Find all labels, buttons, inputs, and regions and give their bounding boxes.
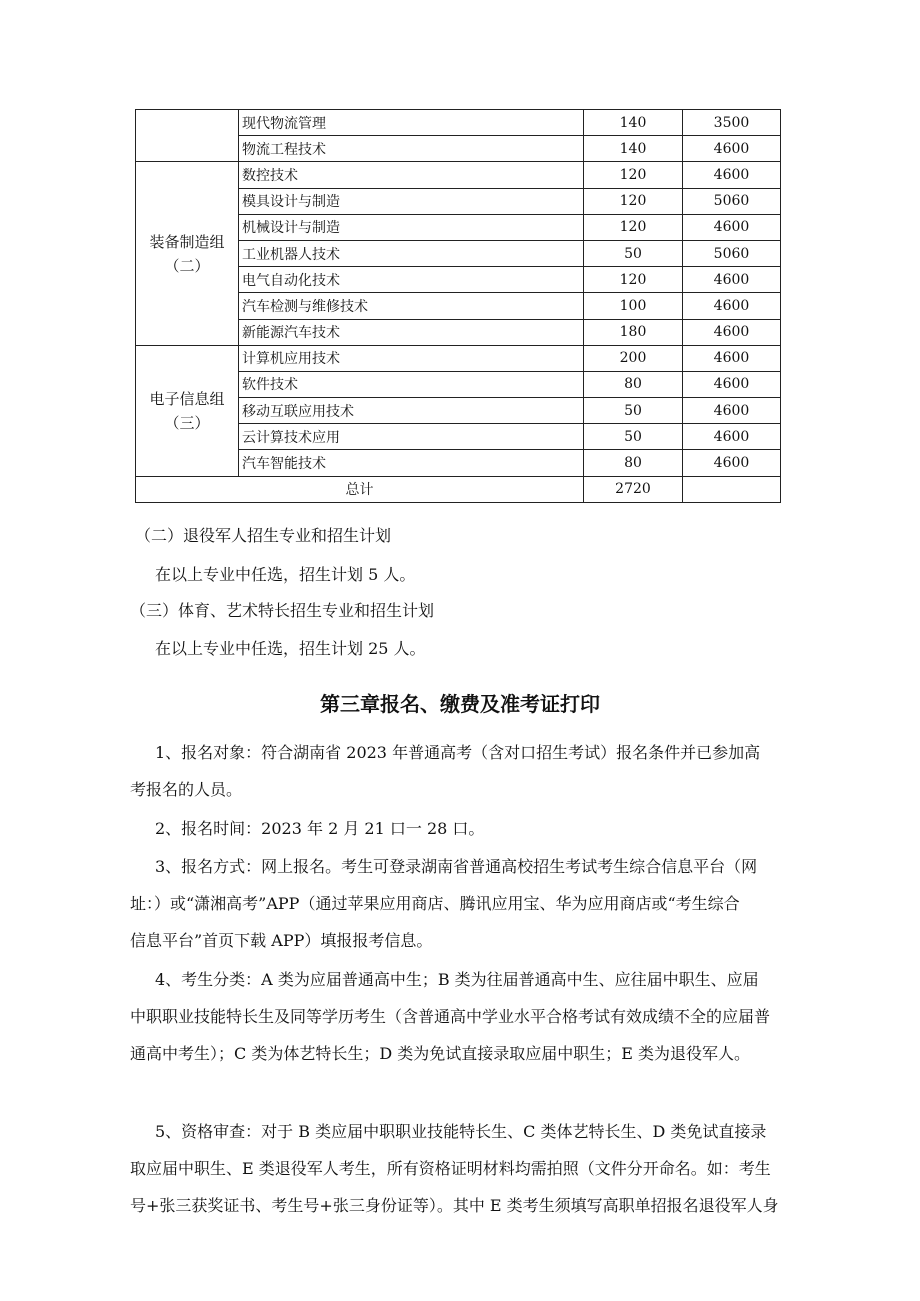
paragraph-candidate-classification [130,961,790,1072]
major-name-cell: 移动互联应用技术 [239,398,584,424]
chapter-title: 第三章报名、缴费及准考证打印 [320,692,600,716]
section-heading-sports-arts: （三）体育、艺术特长招生专业和招生计划 [130,601,435,620]
major-name-cell: 物流工程技术 [239,136,584,162]
total-fee-cell [683,476,781,502]
tuition-fee-cell: 4600 [683,319,781,345]
plan-count-cell: 120 [584,162,683,188]
plan-count-cell: 80 [584,450,683,476]
major-name-cell: 数控技术 [239,162,584,188]
major-name-cell: 汽车检测与维修技术 [239,293,584,319]
table-row [136,162,781,188]
paragraph-line: 1、报名对象：符合湖南省 2023 年普通高考（含对口招生考试）报名条件并已参加高 [155,743,761,762]
paragraph-line: 址：）或“潇湘高考”APP（通过苹果应用商店、腾讯应用宝、华为应用商店或“考生综合 [130,894,740,913]
paragraph-registration-time [155,810,790,847]
paragraph-line: 中职职业技能特长生及同等学历考生（含普通高中学业水平合格考试有效成绩不全的应届普 [130,1007,771,1026]
plan-count-cell: 120 [584,214,683,240]
tuition-fee-cell: 5060 [683,240,781,266]
paragraph-line: 信息平台”首页下载 APP）填报报考信息。 [130,931,433,950]
table-row [136,345,781,371]
enrollment-plan-table [135,109,781,503]
paragraph-line: 2、报名时间：2023 年 2 月 21 口一 28 口。 [155,819,485,838]
total-plan-cell: 2720 [584,476,683,502]
plan-count-cell: 180 [584,319,683,345]
tuition-fee-cell: 4600 [683,398,781,424]
tuition-fee-cell: 4600 [683,162,781,188]
tuition-fee-cell: 4600 [683,424,781,450]
paragraph-line: 4、考生分类：A 类为应届普通高中生；B 类为往届普通高中生、应往届中职生、应届 [155,970,759,989]
total-row [136,476,781,502]
major-name-cell: 软件技术 [239,371,584,397]
major-name-cell: 计算机应用技术 [239,345,584,371]
major-name-cell: 云计算技术应用 [239,424,584,450]
paragraph-line: 考报名的人员。 [130,780,243,799]
plan-count-cell: 100 [584,293,683,319]
major-name-cell: 工业机器人技术 [239,240,584,266]
major-name-cell: 汽车智能技术 [239,450,584,476]
plan-count-cell: 50 [584,398,683,424]
paragraph-registration-method [130,848,790,959]
paragraph-line: 5、资格审查：对于 B 类应届中职职业技能特长生、C 类体艺特长生、D 类免试直接录 [155,1122,767,1141]
tuition-fee-cell: 4600 [683,371,781,397]
paragraph-line: 号+张三获奖证书、考生号+张三身份证等）。其中 E 类考生须填写高职单招报名退役军人身 [130,1196,779,1215]
plan-count-cell: 120 [584,267,683,293]
plan-count-cell: 140 [584,110,683,136]
plan-count-cell: 50 [584,424,683,450]
total-label-cell: 总计 [136,476,584,502]
section-text-veterans: 在以上专业中任选，招生计划 5 人。 [155,565,416,584]
major-name-cell: 模具设计与制造 [239,188,584,214]
plan-count-cell: 50 [584,240,683,266]
tuition-fee-cell: 4600 [683,136,781,162]
paragraph-registration-target [130,734,790,808]
table-row [136,110,781,136]
paragraph-line: 取应届中职生、E 类退役军人考生，所有资格证明材料均需拍照（文件分开命名。如：考生 [130,1159,771,1178]
tuition-fee-cell: 4600 [683,450,781,476]
paragraph-line: 3、报名方式：网上报名。考生可登录湖南省普通高校招生考试考生综合信息平台（网 [155,857,758,876]
major-name-cell: 新能源汽车技术 [239,319,584,345]
major-name-cell: 现代物流管理 [239,110,584,136]
group-name-cell [136,110,239,162]
tuition-fee-cell: 4600 [683,267,781,293]
plan-count-cell: 80 [584,371,683,397]
plan-count-cell: 120 [584,188,683,214]
tuition-fee-cell: 4600 [683,345,781,371]
group-name-cell: 装备制造组 （二） [136,162,239,345]
section-text-sports-arts: 在以上专业中任选，招生计划 25 人。 [155,639,426,658]
section-heading-veterans: （二）退役军人招生专业和招生计划 [135,526,392,545]
plan-count-cell: 200 [584,345,683,371]
tuition-fee-cell: 5060 [683,188,781,214]
paragraph-line: 通高中考生）；C 类为体艺特长生；D 类为免试直接录取应届中职生；E 类为退役军人。 [130,1044,751,1063]
major-name-cell: 机械设计与制造 [239,214,584,240]
plan-count-cell: 140 [584,136,683,162]
paragraph-qualification-review [130,1113,790,1224]
major-name-cell: 电气自动化技术 [239,267,584,293]
tuition-fee-cell: 4600 [683,214,781,240]
group-name-cell: 电子信息组 （三） [136,345,239,476]
tuition-fee-cell: 3500 [683,110,781,136]
tuition-fee-cell: 4600 [683,293,781,319]
